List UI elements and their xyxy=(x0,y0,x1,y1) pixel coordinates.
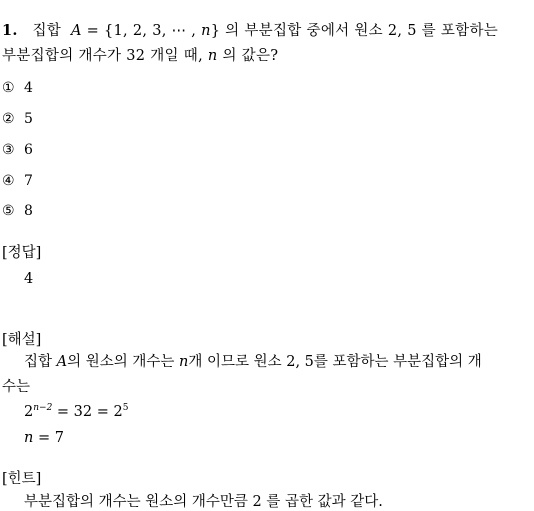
choice-number: ① xyxy=(2,80,15,96)
choice-5[interactable] xyxy=(2,204,33,218)
question-text-end: 의 값은? xyxy=(217,48,279,64)
explanation-text-mid: 의 원소의 개수는 xyxy=(67,354,179,370)
choice-number: ② xyxy=(2,111,15,127)
choice-value: 4 xyxy=(24,80,33,96)
question-line-2 xyxy=(2,49,278,64)
explanation-label: [해설] xyxy=(2,332,42,348)
eq2-var: n xyxy=(24,430,34,446)
choice-number: ③ xyxy=(2,142,15,158)
hint-text: 부분집합의 개수는 원소의 개수만큼 2 를 곱한 값과 같다. xyxy=(24,494,383,510)
explanation-line-1 xyxy=(24,355,482,370)
set-n: n xyxy=(201,23,211,39)
question-text-line2: 부분집합의 개수가 32 개일 때, xyxy=(2,48,208,64)
choice-4[interactable] xyxy=(2,174,33,188)
equation-2 xyxy=(24,431,64,446)
explanation-line-2: 수는 xyxy=(2,379,31,395)
set-body: = {1, 2, 3, ⋯ , xyxy=(81,23,202,39)
question-line-1 xyxy=(2,24,498,39)
choice-value: 8 xyxy=(24,203,33,219)
eq1-exponent: n−2 xyxy=(33,403,53,413)
question-n: n xyxy=(207,48,218,64)
choice-value: 5 xyxy=(24,111,33,127)
question-text-post: 의 부분집합 중에서 원소 2, 5 를 포함하는 xyxy=(220,23,499,39)
eq1-base: 2 xyxy=(24,404,34,420)
eq2-rest: = 7 xyxy=(33,430,64,446)
choice-value: 7 xyxy=(24,173,33,189)
explanation-text-post: 개 이므로 원소 2, 5를 포함하는 부분집합의 개 xyxy=(188,354,482,370)
set-variable: A xyxy=(70,23,82,39)
explanation-var-a: A xyxy=(56,354,68,370)
eq1-middle: = 32 = 2 xyxy=(52,404,123,420)
question-text-pre: 집합 xyxy=(32,23,62,39)
choice-2[interactable] xyxy=(2,112,33,126)
explanation-text-pre: 집합 xyxy=(24,354,57,370)
set-close: } xyxy=(210,23,221,39)
answer-label: [정답] xyxy=(2,245,42,261)
choice-value: 6 xyxy=(24,142,33,158)
choice-3[interactable] xyxy=(2,143,33,157)
choice-1[interactable] xyxy=(2,81,33,95)
equation-1 xyxy=(24,405,128,420)
eq1-exponent-2: 5 xyxy=(122,403,129,413)
hint-label: [힌트] xyxy=(2,471,42,487)
explanation-var-n: n xyxy=(179,354,189,370)
choice-number: ④ xyxy=(2,173,15,189)
choice-number: ⑤ xyxy=(2,203,15,219)
answer-value: 4 xyxy=(24,271,34,287)
question-number: 1. xyxy=(2,22,18,39)
